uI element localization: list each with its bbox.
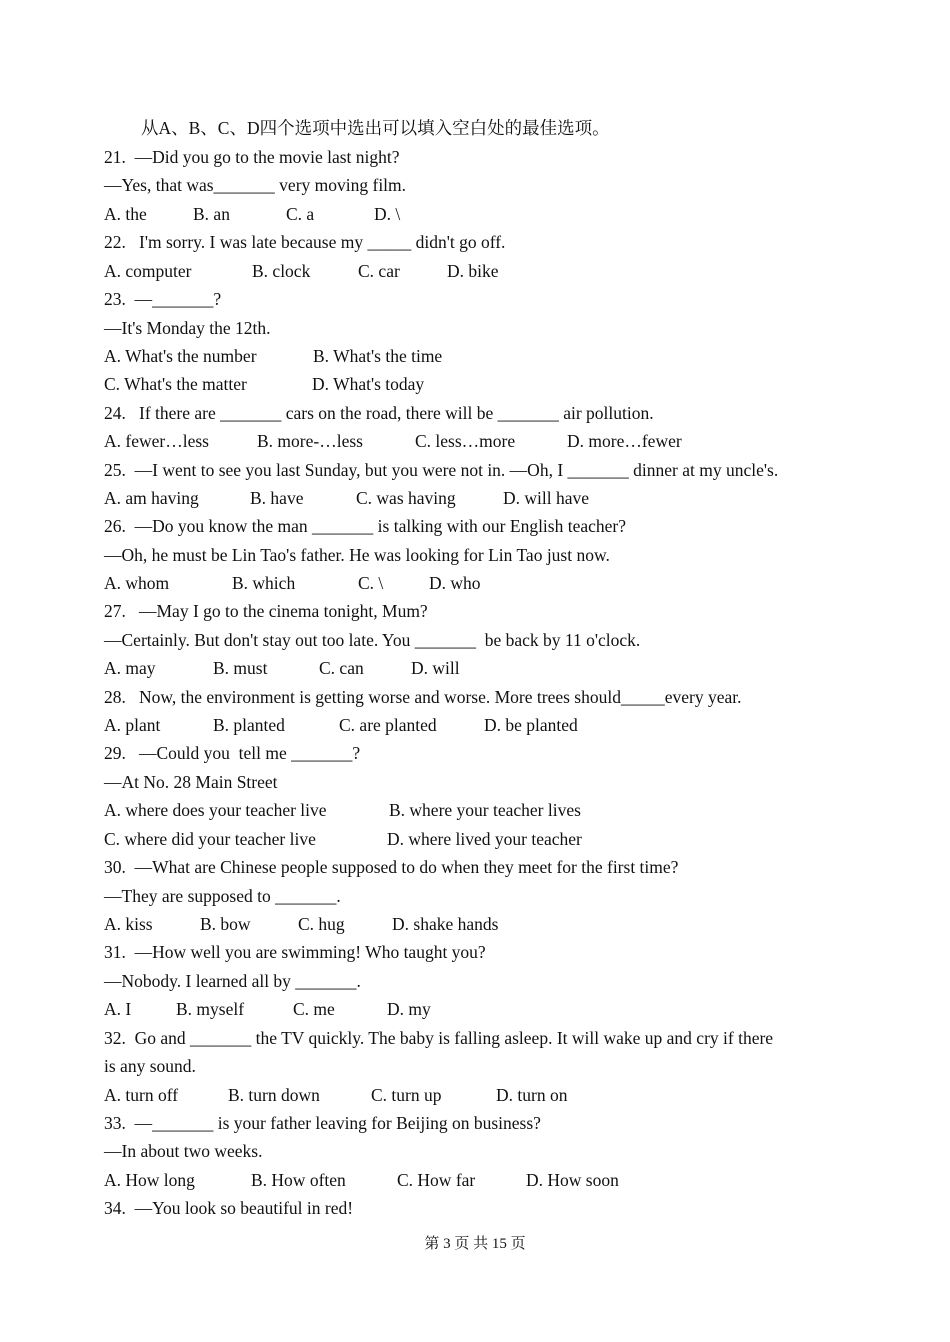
question-32-stem: 32. Go and _______ the TV quickly. The baby is falling asleep. It will wake up and cry if there [104, 1028, 774, 1048]
question-23-option-d: D. What's today [312, 374, 425, 394]
question-22-option-a: A. computer [104, 261, 192, 281]
question-21-stem: 21. —Did you go to the movie last night? [104, 147, 400, 167]
question-29-stem: 29. —Could you tell me _______? [104, 743, 361, 763]
question-32-option-c: C. turn up [371, 1085, 442, 1105]
question-33-option-c: C. How far [397, 1170, 476, 1190]
question-30-option-a: A. kiss [104, 914, 153, 934]
question-26-option-a: A. whom [104, 573, 170, 593]
question-23-option-c: C. What's the matter [104, 374, 247, 394]
question-26-line2: —Oh, he must be Lin Tao's father. He was looking for Lin Tao just now. [104, 545, 610, 565]
question-25-option-c: C. was having [356, 488, 456, 508]
question-30-line2: —They are supposed to _______. [104, 886, 341, 906]
question-27-option-a: A. may [104, 658, 156, 678]
question-25-option-a: A. am having [104, 488, 199, 508]
question-31-option-c: C. me [293, 999, 335, 1019]
question-33-option-d: D. How soon [526, 1170, 619, 1190]
question-26-option-b: B. which [232, 573, 296, 593]
question-28-option-a: A. plant [104, 715, 161, 735]
instruction: 从A、B、C、D四个选项中选出可以填入空白处的最佳选项。 [141, 118, 610, 138]
question-23-option-b: B. What's the time [313, 346, 443, 366]
question-32-line2: is any sound. [104, 1056, 196, 1076]
question-29-option-b: B. where your teacher lives [389, 800, 581, 820]
question-25-stem: 25. —I went to see you last Sunday, but you were not in. —Oh, I _______ dinner at my uncle's. [104, 460, 779, 480]
question-22-option-c: C. car [358, 261, 400, 281]
question-31-option-b: B. myself [176, 999, 245, 1019]
question-28-option-d: D. be planted [484, 715, 578, 735]
question-24-option-b: B. more-…less [257, 431, 363, 451]
question-30-option-d: D. shake hands [392, 914, 499, 934]
page-footer: 第 3 页 共 15 页 [424, 1236, 526, 1252]
question-24-option-d: D. more…fewer [567, 431, 682, 451]
question-30-stem: 30. —What are Chinese people supposed to do when they meet for the first time? [104, 857, 679, 877]
question-21-option-d: D. \ [374, 204, 401, 224]
question-26-option-d: D. who [429, 573, 481, 593]
question-29-option-a: A. where does your teacher live [104, 800, 327, 820]
question-31-line2: —Nobody. I learned all by _______. [104, 971, 361, 991]
question-26-option-c: C. \ [358, 573, 384, 593]
question-21-option-c: C. a [286, 204, 315, 224]
question-31-option-d: D. my [387, 999, 431, 1019]
question-25-option-b: B. have [250, 488, 304, 508]
question-33-line2: —In about two weeks. [104, 1141, 263, 1161]
question-23-option-a: A. What's the number [104, 346, 257, 366]
question-31-option-a: A. I [104, 999, 132, 1019]
question-27-stem: 27. —May I go to the cinema tonight, Mum? [104, 601, 428, 621]
question-29-option-d: D. where lived your teacher [387, 829, 582, 849]
question-22-stem: 22. I'm sorry. I was late because my _____ didn't go off. [104, 232, 506, 252]
question-24-stem: 24. If there are _______ cars on the road, there will be _______ air pollution. [104, 403, 654, 423]
question-34-stem: 34. —You look so beautiful in red! [104, 1198, 354, 1218]
question-22-option-d: D. bike [447, 261, 499, 281]
question-28-stem: 28. Now, the environment is getting worse and worse. More trees should_____every year. [104, 687, 742, 707]
question-32-option-a: A. turn off [104, 1085, 179, 1105]
question-21-option-a: A. the [104, 204, 147, 224]
question-29-option-c: C. where did your teacher live [104, 829, 316, 849]
question-29-line2: —At No. 28 Main Street [104, 772, 278, 792]
question-28-option-c: C. are planted [339, 715, 437, 735]
question-31-stem: 31. —How well you are swimming! Who taught you? [104, 942, 486, 962]
question-22-option-b: B. clock [252, 261, 311, 281]
question-27-line2: —Certainly. But don't stay out too late. You _______ be back by 11 o'clock. [104, 630, 641, 650]
question-23-line2: —It's Monday the 12th. [104, 318, 271, 338]
question-28-option-b: B. planted [213, 715, 285, 735]
question-32-option-b: B. turn down [228, 1085, 320, 1105]
question-25-option-d: D. will have [503, 488, 590, 508]
question-27-option-b: B. must [213, 658, 268, 678]
question-21-line2: —Yes, that was_______ very moving film. [104, 175, 407, 195]
question-21-option-b: B. an [193, 204, 230, 224]
question-24-option-c: C. less…more [415, 431, 516, 451]
question-24-option-a: A. fewer…less [104, 431, 209, 451]
question-26-stem: 26. —Do you know the man _______ is talking with our English teacher? [104, 516, 627, 536]
question-33-option-b: B. How often [251, 1170, 346, 1190]
question-27-option-c: C. can [319, 658, 364, 678]
question-27-option-d: D. will [411, 658, 460, 678]
question-32-option-d: D. turn on [496, 1085, 568, 1105]
question-33-option-a: A. How long [104, 1170, 195, 1190]
question-33-stem: 33. —_______ is your father leaving for Beijing on business? [104, 1113, 541, 1133]
question-30-option-c: C. hug [298, 914, 345, 934]
question-30-option-b: B. bow [200, 914, 251, 934]
question-23-stem: 23. —_______? [104, 289, 222, 309]
